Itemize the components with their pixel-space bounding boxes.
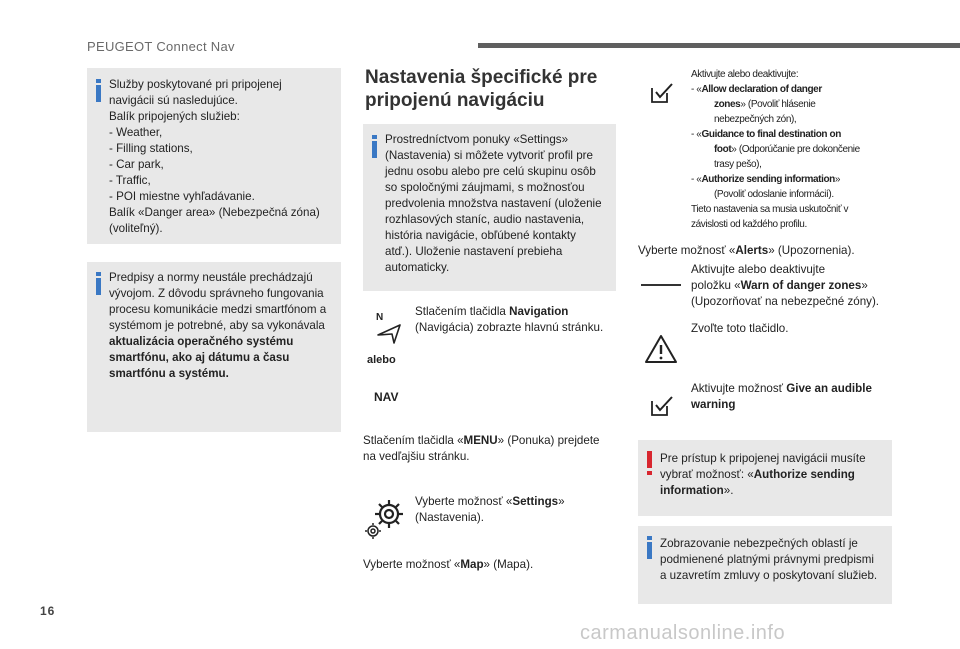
document-header: PEUGEOT Connect Nav <box>87 39 235 54</box>
section-title: Nastavenia špecifické pre pripojenú navigáciu <box>365 67 598 111</box>
alebo-label: alebo <box>367 354 396 366</box>
activate-options: Aktivujte alebo deaktivujte: - «Allow declaration of danger zones» (Povoliť hlásenie nebezpečných zón), - «Guidance to final destination on foot» (Odporúčanie pre dokončenie trasy pešo), - «Authorize sending information» (Povoliť odoslanie informácií). Tieto nastavenia sa musia uskutočniť v závislosti od každého profilu. <box>691 69 860 230</box>
warning-icon <box>647 451 652 468</box>
map-instruction: Vyberte možnosť «Map» (Mapa). <box>363 558 534 571</box>
toggle-instruction: Aktivujte alebo deaktivujte položku «Warn of danger zones» (Upozorňovať na nebezpečné zóny). <box>691 263 880 308</box>
menu-instruction: Stlačením tlačidla «MENU» (Ponuka) prejdete na vedľajšiu stránku. <box>363 434 600 463</box>
info-icon <box>372 141 377 158</box>
warning-box-authorize <box>638 440 892 516</box>
checkbox-icon <box>651 396 673 416</box>
info-box-settings <box>363 124 616 291</box>
alerts-instruction: Vyberte možnosť «Alerts» (Upozornenia). <box>638 244 855 257</box>
toggle-line-icon <box>641 284 681 286</box>
navigation-arrow-icon <box>374 309 404 345</box>
regulations-text: Predpisy a normy neustále prechádzajú vývojom. Z dôvodu správneho fungovania procesu komunikácie medzi smartfónom a systémom je potrebné, aby sa vykonávala aktualizácia operačného systému smartfónu, ako aj dátumu a času smartfónu a systému. <box>109 271 327 380</box>
press-button-instruction: Zvoľte toto tlačidlo. <box>691 322 789 335</box>
authorize-text: Pre prístup k pripojenej navigácii musíte vybrať možnosť: «Authorize sending information». <box>660 452 866 497</box>
warning-triangle-icon <box>644 334 678 364</box>
danger-zones-text: Zobrazovanie nebezpečných oblastí je podmienené platnými právnymi predpismi a uzavretím zmluvy o poskytovaní služieb. <box>660 537 878 582</box>
header-bar <box>478 43 960 48</box>
settings-gear-icon <box>362 496 408 542</box>
info-icon <box>96 278 101 295</box>
settings-info-text: Prostredníctvom ponuky «Settings» (Nastavenia) si môžete vytvoriť profil pre jednu osobu alebo pre celú skupinu osôb so spoločnými záujmami, s možnosťou predvolenia množstva nastavení (uloženie rozhlasových staníc, audio nastavenia, história navigácie, obľúbené kontakty atď.). Uloženie nastavení prebieha automaticky. <box>385 133 602 274</box>
settings-instruction: Vyberte možnosť «Settings» (Nastavenia). <box>415 495 565 524</box>
info-box-danger-zones <box>638 526 892 604</box>
info-icon <box>96 85 101 102</box>
services-text: Služby poskytované pri pripojenej navigácii sú nasledujúce. Balík pripojených služieb: - Weather, - Filling stations, - Car park, - Traffic, - POI miestne vyhľadávanie. Balík «Danger area» (Nebezpečná zóna) (voliteľný). <box>109 78 320 235</box>
checkbox-icon <box>651 83 673 103</box>
info-icon <box>647 542 652 559</box>
info-box-services <box>87 68 341 244</box>
audible-warning-instruction: Aktivujte možnosť Give an audible warning <box>691 382 872 411</box>
page-number: 16 <box>40 604 56 618</box>
info-box-regulations <box>87 262 341 432</box>
navigation-instruction: Stlačením tlačidla Navigation (Navigácia) zobrazte hlavnú stránku. <box>415 305 604 334</box>
svg-text:N: N <box>376 312 384 323</box>
nav-button-label: NAV <box>374 390 399 404</box>
watermark: carmanualsonline.info <box>580 622 786 644</box>
